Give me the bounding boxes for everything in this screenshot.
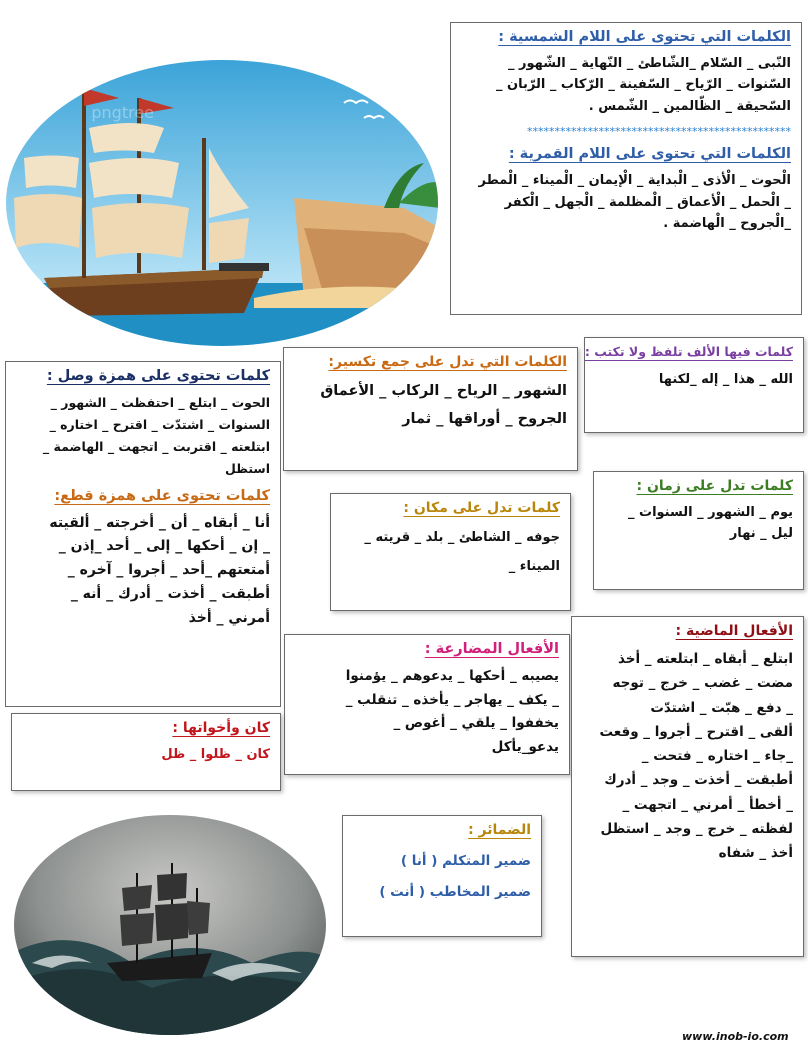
- past-verbs-box: [571, 616, 804, 957]
- past-verbs-line: أخذ _ شفاه: [718, 845, 793, 862]
- past-verbs-line: لفظته _ خرج _ وجد _ استظل: [600, 821, 793, 838]
- lunar-lam-line: _ الْحمل _ الْأعماق _ الْمظلمة _ الْجهل _ الْكفر: [504, 194, 791, 210]
- star-separator: ************************************************: [527, 125, 791, 139]
- solar-lam-line: النّبى _ السّلام _الشّاطئ _ النّهاية _ الشّهور _: [507, 56, 791, 71]
- hamza-qat-line: أنا _ أبقاه _ أن _ أخرجته _ ألقيته: [49, 514, 270, 531]
- pronoun-speaker: ضمير المتكلم ( أنا ): [400, 853, 531, 869]
- hamza-qat-line: أمتعتهم _أحد _ أجروا _ آخره _: [67, 562, 270, 579]
- hamza-wasl-line: السنوات _ اشتدّت _ اقترح _ اختاره _: [49, 416, 270, 432]
- lunar-lam-line: الْحوت _ الْأذى _ الْبداية _ الْإيمان _ الْميناء _ الْمطر: [478, 173, 791, 189]
- pronoun-addressee: ضمير المخاطب ( أنت ): [379, 884, 531, 901]
- place-words-box: [330, 493, 571, 611]
- watermark-text: pngtree: [91, 103, 154, 122]
- present-verbs-line: يصيبه _ أحكها _ يدعوهم _ يؤمنوا: [345, 668, 559, 684]
- present-verbs-box: [284, 634, 570, 775]
- hamza-box: [5, 361, 281, 707]
- hamza-qat-line: أمرني _ أخذ: [188, 609, 270, 626]
- solar-lam-title: الكلمات التي تحتوى على اللام الشمسية :: [498, 29, 791, 45]
- lunar-lam-title: الكلمات التي تحتوى على اللام القمرية :: [508, 146, 791, 163]
- past-verbs-line: _ أخطأ _ أمرني _ اتجهت _: [622, 796, 793, 813]
- past-verbs-line: ألقى _ اقترح _ أجروا _ وقعت: [599, 723, 793, 740]
- sailing-ship-illustration: [4, 58, 440, 348]
- silent-alif-title: كلمات فيها الألف تلفظ ولا تكتب :: [584, 344, 793, 359]
- time-words-title: كلمات تدل على زمان :: [636, 478, 793, 494]
- past-verbs-line: ابتلع _ أبقاه _ ابتلعته _ أخذ: [617, 651, 793, 667]
- hamza-qat-line: _ إن _ أحكها _ إلى _ أحد _إذن _: [58, 538, 270, 555]
- solar-lam-line: السّحيقة _ الظّالمين _ الشّمس .: [588, 98, 791, 114]
- past-verbs-line: أطبقت _ أخذت _ وجد _ أدرك: [604, 772, 793, 789]
- past-verbs-line: مضت _ غضب _ خرج _ توجه: [612, 675, 793, 692]
- past-verbs-line: _جاء _ اختاره _ فتحت _: [641, 748, 793, 765]
- hamza-qat-line: أطبقت _ أخذت _ أدرك _ أنه _: [70, 585, 270, 602]
- present-verbs-line: يخففوا _ يلقي _ أغوص _: [393, 715, 559, 732]
- place-words-line: الميناء _: [508, 558, 560, 574]
- pronouns-box: [342, 815, 542, 937]
- pronouns-title: الضمائر :: [468, 822, 531, 838]
- lunar-lam-line: _الْجروح _ الْهاضمة .: [663, 216, 791, 232]
- ship-in-storm: [12, 813, 328, 1038]
- present-verbs-line: _ يكف _ يهاجر _ يأخذه _ تنقلب _: [345, 691, 559, 708]
- hamza-wasl-line: الحوت _ ابتلع _ احتفظت _ الشهور _: [50, 395, 270, 410]
- solar-lam-line: السّنوات _ الرّياح _ السّفينة _ الرّكاب _ الرّبان _: [496, 77, 791, 93]
- solar-lam-box: [450, 22, 802, 315]
- kana-sisters-line: كان _ ظلوا _ ظل: [161, 747, 270, 762]
- past-verbs-title: الأفعال الماضية :: [675, 623, 793, 639]
- time-words-box: [593, 471, 804, 590]
- broken-plural-line: الشهور _ الرياح _ الركاب _ الأعماق: [320, 383, 567, 399]
- kana-sisters-box: [11, 713, 281, 791]
- hamza-wasl-line: ابتلعته _ اقتربت _ اتجهت _ الهاضمة _: [42, 438, 270, 454]
- past-verbs-line: _ دفع _ هبّت _ اشتدّت: [650, 699, 793, 716]
- broken-plural-line: الجروح _ أوراقها _ ثمار: [402, 410, 567, 427]
- broken-plural-box: [283, 347, 578, 471]
- silent-alif-box: [584, 337, 804, 433]
- silent-alif-line: الله _ هذا _ إله _لكنها: [658, 372, 793, 387]
- hamza-wasl-title: كلمات تحتوى على همزة وصل :: [46, 368, 270, 384]
- present-verbs-line: يدعو_يأكل: [491, 738, 559, 755]
- time-words-line: ليل _ نهار: [729, 526, 793, 542]
- kana-sisters-title: كان وأخواتها :: [172, 720, 270, 736]
- broken-plural-title: الكلمات التي تدل على جمع تكسير:: [328, 354, 567, 370]
- time-words-line: يوم _ الشهور _ السنوات _: [627, 505, 793, 520]
- present-verbs-title: الأفعال المضارعة :: [424, 641, 559, 657]
- place-words-title: كلمات تدل على مكان :: [403, 500, 560, 516]
- hamza-qat-title: كلمات تحتوى على همزة قطع:: [54, 487, 270, 504]
- place-words-line: جوفه _ الشاطئ _ بلد _ قريته _: [364, 530, 560, 545]
- website-footer[interactable]: www.inob-io.com: [682, 1030, 789, 1043]
- hamza-wasl-line: استظل: [224, 460, 270, 476]
